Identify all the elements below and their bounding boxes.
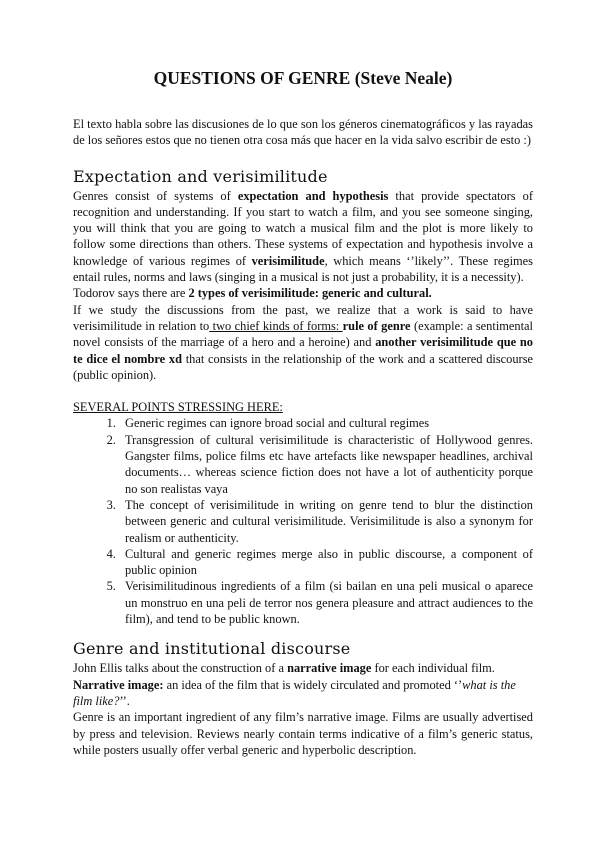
paragraph-john-ellis: [73, 660, 533, 676]
text: for each individual film.: [371, 661, 495, 676]
bold-text: verisimilitude: [251, 253, 325, 268]
list-item: 1. Generic regimes can ignore broad social and cultural regimes: [119, 415, 533, 431]
list-item: 2. Transgression of cultural verisimilitude is characteristic of Hollywood genres. Gangster films, police films etc have artefacts like newspaper headlines, archival documents… whereas science fiction does not have a lot of authenticity porque no son realistas vaya: [119, 432, 533, 497]
paragraph-genre-ingredient: Genre is an important ingredient of any film’s narrative image. Films are usually advertised by press and television. Reviews nearly contain terms indicative of a film’s generic status, while posters usually offer verbal generic and hyperbolic description.: [73, 710, 533, 757]
text: Genres consist of systems of: [73, 188, 238, 203]
points-list: [73, 415, 533, 627]
list-item: 3. The concept of verisimilitude in writing on genre tend to blur the distinction between generic and cultural verisimilitude. Verisimilitude is also a synonym for realism or authenticity.: [119, 497, 533, 546]
underlined-text: two chief kinds of forms:: [209, 318, 343, 333]
bold-text: narrative image: [287, 661, 372, 676]
bold-text: Narrative image:: [73, 677, 164, 692]
list-item: 5. Verisimilitudinous ingredients of a film (si bailan en una peli musical o aparece un monstruo en una peli de terror nos genera pleasure and attract audiences to the film), and tend to be public known.: [119, 578, 533, 627]
text: that provide spectators of recognition and understanding. If you start to watch a film, and you see someone singing, you will think that you are going to watch a musical film and the plot is more likely to follow some directions than others. These systems of expectation and hypothesis involve a knowledge of various regimes of: [73, 188, 533, 268]
text: Todorov says there are: [73, 286, 189, 301]
paragraph-genres-systems: [73, 188, 533, 286]
text: an idea of the film that is widely circulated and promoted ‘’: [163, 677, 463, 692]
text: ’’.: [119, 693, 130, 708]
document-page: [73, 66, 533, 758]
intro-paragraph: El texto habla sobre las discusiones de lo que son los géneros cinematográficos y las rayadas de los señores estos que no tienen otra cosa más que hacer en la vida salvo escribir de esto :): [73, 117, 533, 148]
text: If we study the discussions from the past, we realize that a work is said to have verisimilitude in relation to: [73, 302, 533, 333]
section-heading-institutional: Genre and institutional discourse: [73, 639, 351, 659]
bold-text: 2 types of verisimilitude: generic and cultural.: [188, 286, 432, 301]
paragraph-discussions: [73, 302, 533, 383]
paragraph-narrative-image: [73, 677, 533, 710]
text: John Ellis talks about the construction of a: [73, 661, 288, 676]
document-title: QUESTIONS OF GENRE (Steve Neale): [153, 68, 453, 88]
text: , which means ‘’likely’’. These regimes entail rules, norms and laws (singing in a musical is not just a probability, it is a necessity).: [73, 253, 533, 285]
italic-text: what is the film like?: [73, 677, 516, 708]
points-heading: SEVERAL POINTS STRESSING HERE:: [73, 400, 283, 415]
list-item: 4. Cultural and generic regimes merge also in public discourse, a component of public opinion: [119, 546, 533, 579]
text: (example: a sentimental novel consists of the marriage of a hero and a heroine) and: [73, 318, 533, 350]
bold-text: another verisimilitude que no te dice el nombre xd: [73, 335, 533, 366]
section-heading-expectation: Expectation and verisimilitude: [73, 166, 328, 186]
bold-text: expectation and hypothesis: [237, 188, 389, 203]
bold-text: rule of genre: [342, 318, 411, 333]
paragraph-todorov: [73, 285, 533, 301]
text: that consists in the relationship of the work and a scattered discourse (public opinion).: [73, 351, 534, 382]
